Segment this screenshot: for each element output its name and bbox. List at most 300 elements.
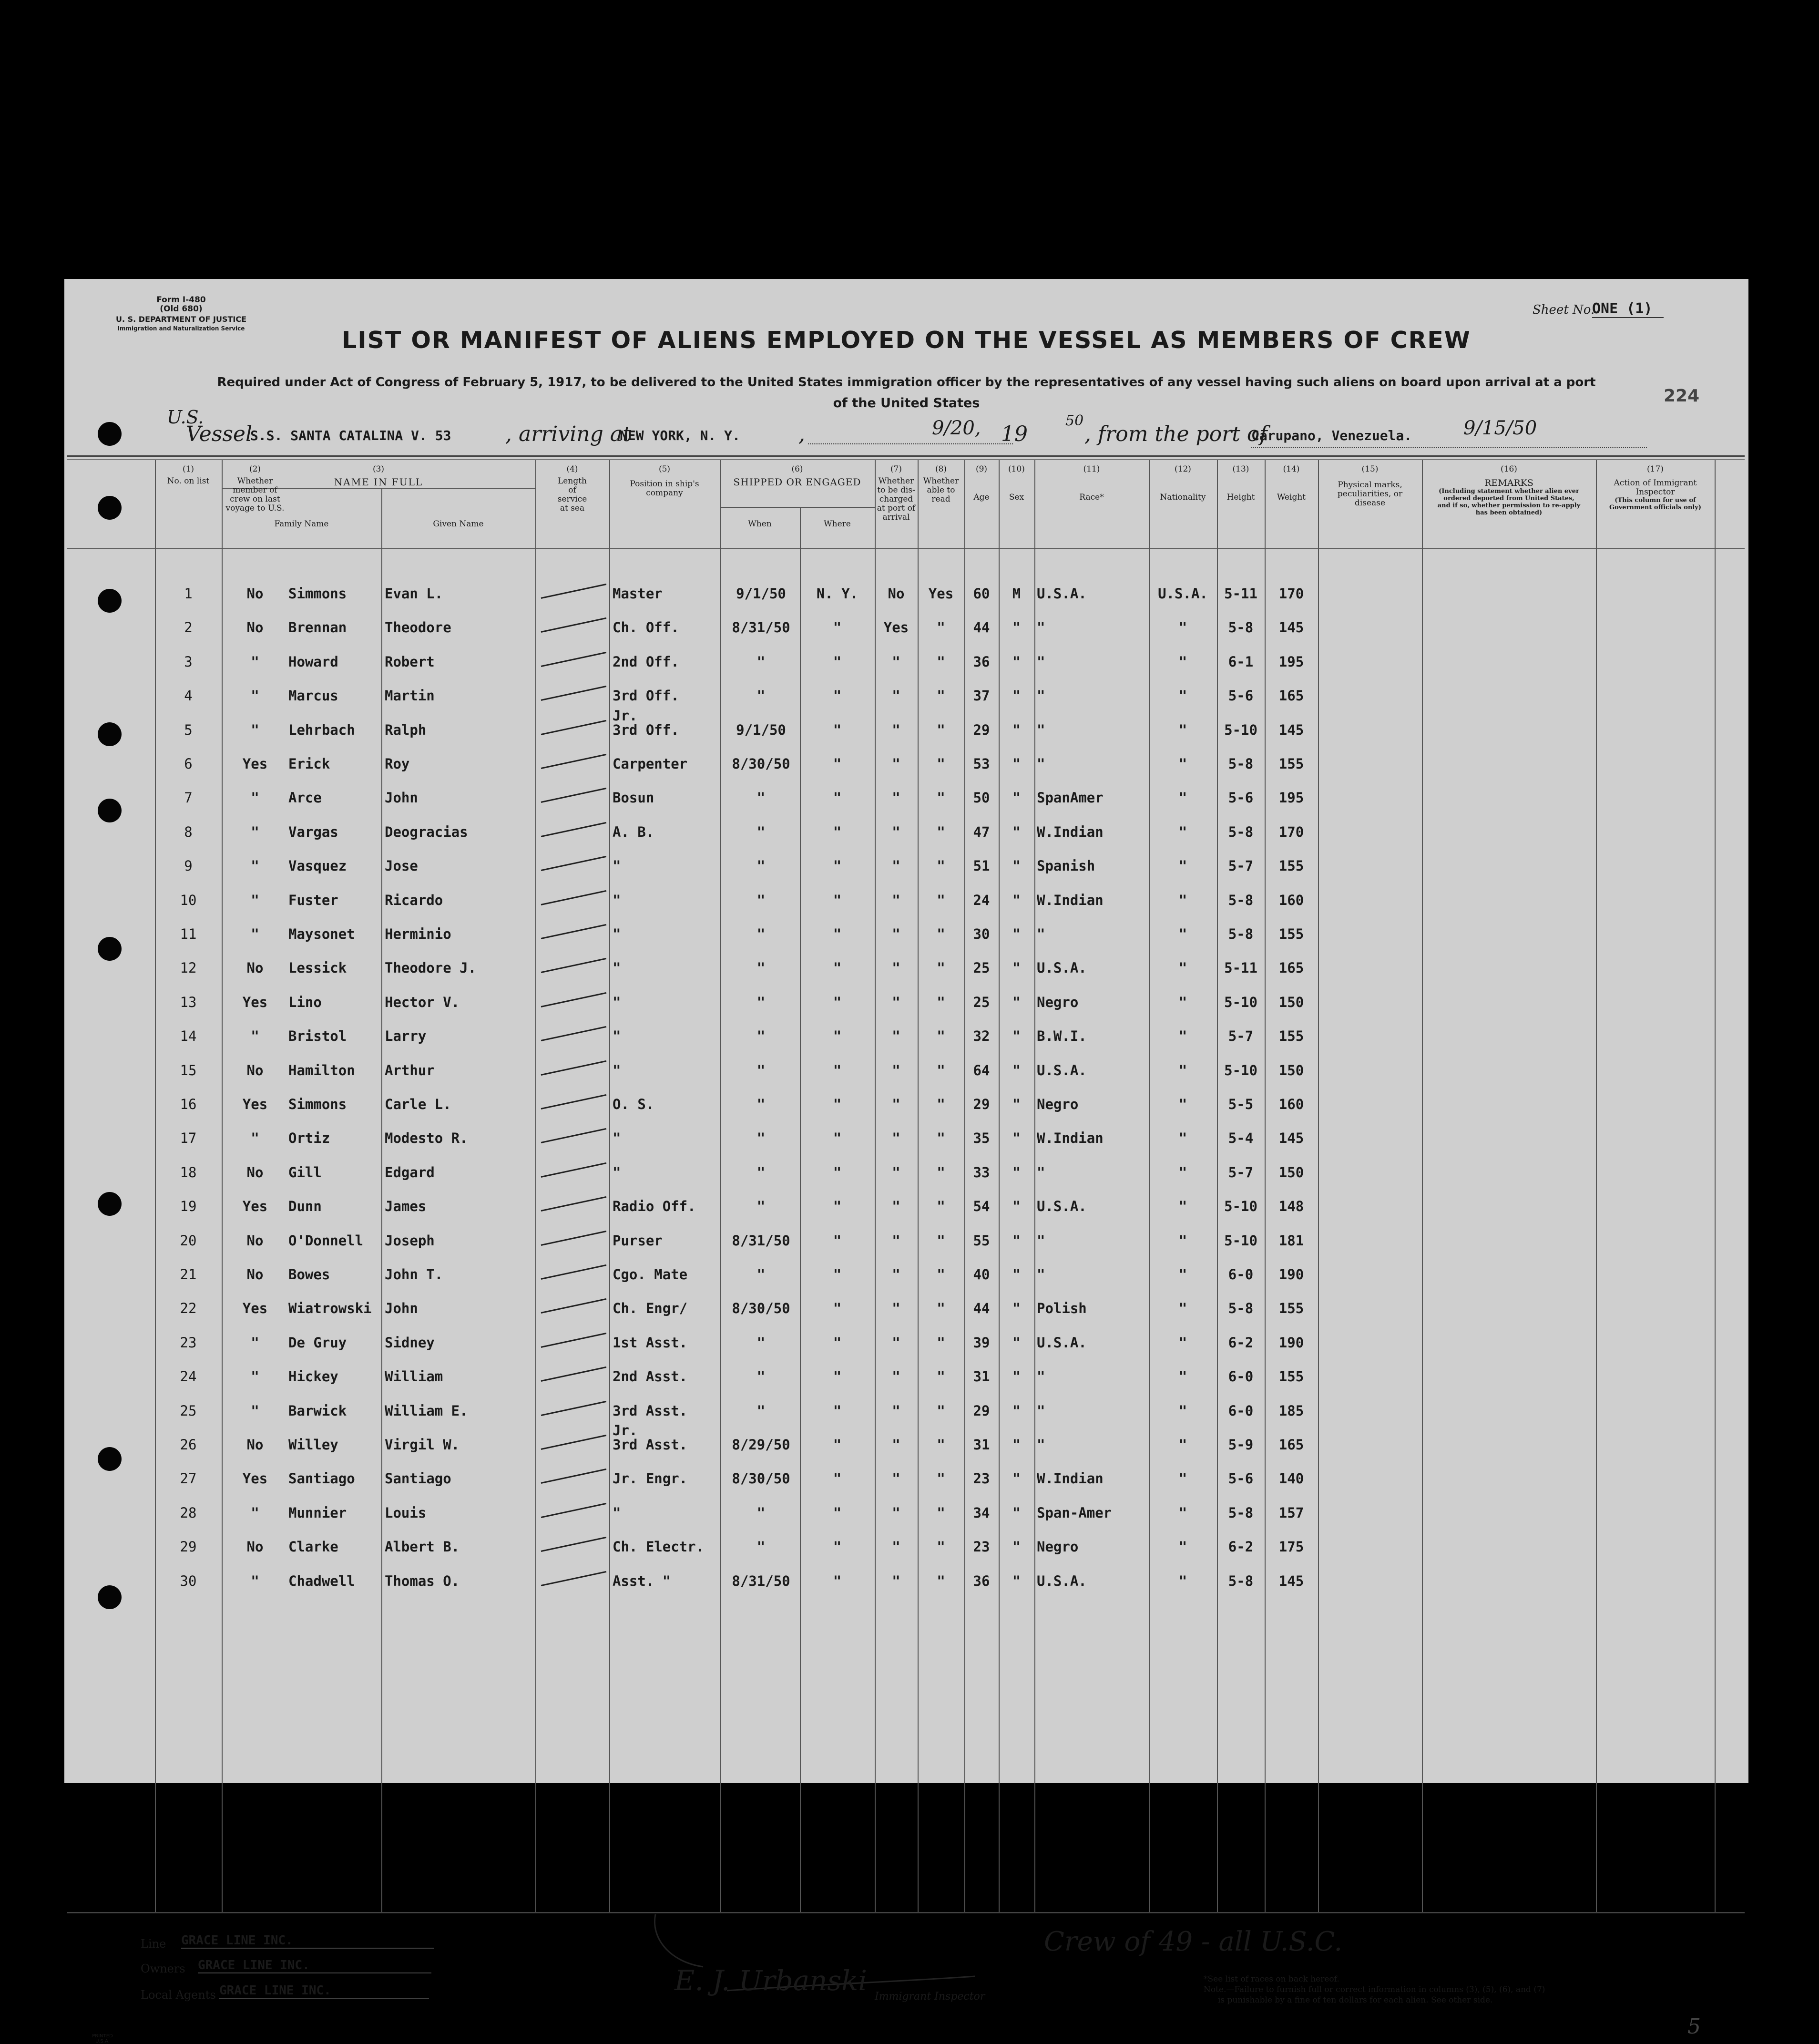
cell-weight: 195	[1278, 654, 1304, 670]
cell-height: 5-8	[1228, 1505, 1254, 1521]
col-rule	[720, 460, 721, 1912]
cell-age: 39	[973, 1335, 990, 1351]
cell-pos: 2nd Off.	[613, 654, 679, 670]
cell-no: 27	[180, 1470, 197, 1487]
service-length-tick	[541, 856, 607, 871]
cell-race: U.S.A.	[1037, 585, 1087, 602]
cell-disch: "	[892, 722, 900, 738]
service-label: Immigration and Naturalization Service	[117, 325, 245, 332]
cell-race: Span-Amer	[1037, 1505, 1112, 1521]
cell-when: 9/1/50	[736, 722, 786, 738]
cell-height: 5-8	[1228, 756, 1254, 772]
shipped-subheader-rule	[721, 507, 875, 508]
cell-given: Arthur	[385, 1062, 435, 1078]
cell-no: 22	[180, 1300, 197, 1316]
cell-where: "	[833, 1233, 842, 1249]
cell-read: "	[937, 824, 945, 840]
cell-last: "	[251, 824, 259, 840]
cell-no: 2	[184, 619, 193, 636]
cell-read: "	[937, 1096, 945, 1112]
cell-sex: "	[1012, 1470, 1021, 1487]
service-length-tick	[541, 1298, 607, 1314]
cell-sex: "	[1012, 1130, 1021, 1146]
cell-family: Munnier	[288, 1505, 347, 1521]
cell-read: "	[937, 994, 945, 1010]
service-length-tick	[541, 992, 607, 1007]
cell-nat: "	[1178, 824, 1187, 840]
cell-age: 55	[973, 1233, 990, 1249]
cell-disch: "	[892, 1505, 900, 1521]
cell-nat: "	[1178, 926, 1187, 942]
cell-weight: 195	[1278, 790, 1304, 806]
cell-given: Theodore J.	[385, 960, 477, 976]
cell-given: Evan L.	[385, 585, 443, 602]
cell-age: 44	[973, 1300, 990, 1316]
cell-when: "	[756, 1505, 766, 1521]
cell-sex: "	[1012, 1164, 1021, 1181]
cell-last: "	[251, 1028, 259, 1044]
cell-no: 14	[180, 1028, 197, 1044]
cell-pos: 3rd Asst.	[613, 1403, 688, 1419]
col-rule	[609, 460, 610, 1912]
cell-no: 7	[184, 790, 193, 806]
cell-height: 5-9	[1228, 1437, 1254, 1453]
cell-family: Bristol	[288, 1028, 347, 1044]
line-value: GRACE LINE INC.	[181, 1933, 434, 1949]
col-rule	[1422, 460, 1423, 1912]
cell-where: "	[833, 1028, 842, 1044]
cell-sex: "	[1012, 722, 1021, 738]
cell-age: 30	[973, 926, 990, 942]
punch-hole	[98, 589, 122, 613]
cell-last: Yes	[242, 1470, 268, 1487]
cell-last: "	[251, 1130, 259, 1146]
cell-when: 9/1/50	[736, 585, 786, 602]
cell-where: "	[833, 1403, 842, 1419]
cell-given: Robert	[385, 654, 435, 670]
cell-given: Larry	[385, 1028, 427, 1044]
cell-sex: "	[1012, 1028, 1021, 1044]
year-handwritten: 50	[1065, 412, 1084, 429]
cell-given: Carle L.	[385, 1096, 451, 1112]
cell-where: "	[833, 688, 842, 704]
cell-disch: "	[892, 1266, 900, 1283]
service-length-tick	[541, 652, 607, 667]
cell-read: "	[937, 1130, 945, 1146]
cell-last: Yes	[242, 1096, 268, 1112]
cell-given: Deogracias	[385, 824, 468, 840]
col-header-2: (2) Whether member of crew on last voyage to U.S.	[225, 464, 285, 513]
cell-age: 25	[973, 960, 990, 976]
cell-when: "	[756, 1130, 766, 1146]
cell-given: Roy	[385, 756, 410, 772]
cell-when: "	[756, 926, 766, 942]
cell-height: 5-6	[1228, 688, 1254, 704]
cell-sex: "	[1012, 824, 1021, 840]
col-rule	[918, 460, 919, 1912]
cell-height: 6-2	[1228, 1335, 1254, 1351]
cell-height: 5-5	[1228, 1096, 1254, 1112]
service-length-tick	[541, 890, 607, 905]
cell-where: "	[833, 1198, 842, 1214]
cell-no: 11	[180, 926, 197, 942]
cell-pos: Master	[613, 585, 663, 602]
cell-height: 5-10	[1224, 722, 1257, 738]
cell-where: "	[833, 824, 842, 840]
cell-race: Spanish	[1037, 858, 1095, 874]
cell-when: 8/29/50	[732, 1437, 790, 1453]
cell-when: "	[756, 824, 766, 840]
cell-height: 5-4	[1228, 1130, 1254, 1146]
cell-last: "	[251, 1403, 259, 1419]
cell-family: De Gruy	[288, 1335, 347, 1351]
cell-weight: 170	[1278, 585, 1304, 602]
subtitle-line-2: of the United States	[833, 396, 980, 411]
cell-nat: "	[1178, 1233, 1187, 1249]
cell-nat: "	[1178, 1266, 1187, 1283]
header-bottom-rule	[67, 548, 1745, 549]
col-header-given-name: Given Name	[433, 519, 484, 529]
cell-age: 23	[973, 1539, 990, 1555]
cell-read: "	[937, 1266, 945, 1283]
cell-disch: "	[892, 824, 900, 840]
cell-height: 5-6	[1228, 1470, 1254, 1487]
cell-pos: 3rd Off.	[613, 688, 679, 704]
cell-race: Negro	[1037, 1096, 1079, 1112]
races-note: *See list of races on back hereof.	[1204, 1974, 1339, 1984]
sheet-no-label: Sheet No.	[1533, 303, 1595, 317]
cell-last: No	[246, 960, 264, 976]
local-agents-label: Local Agents	[141, 1988, 216, 2002]
col-header-9: (9) Age	[973, 464, 990, 502]
penalty-note-1: Note.—Failure to furnish full or correct information in columns (3), (5), (6), and (7)	[1204, 1985, 1545, 1994]
cell-disch: "	[892, 1539, 900, 1555]
cell-where: "	[833, 1470, 842, 1487]
col-header-8: (8) Whether able to read	[923, 464, 959, 504]
col-rule	[999, 460, 1000, 1912]
cell-family: Santiago	[288, 1470, 355, 1487]
cell-when: "	[756, 1096, 766, 1112]
cell-where: "	[833, 1062, 842, 1078]
cell-family: Hamilton	[288, 1062, 355, 1078]
cell-pos: "	[613, 1130, 621, 1146]
cell-weight: 150	[1278, 994, 1304, 1010]
cell-race: B.W.I.	[1037, 1028, 1087, 1044]
cell-where: N. Y.	[816, 585, 858, 602]
cell-height: 6-0	[1228, 1368, 1254, 1385]
cell-last: No	[246, 619, 264, 636]
cell-sex: "	[1012, 654, 1021, 670]
cell-read: "	[937, 1573, 945, 1589]
col-header-17: (17) Action of Immigrant Inspector (This column for use of Government officials only)	[1609, 464, 1701, 511]
service-length-tick	[541, 1503, 607, 1518]
cell-disch: "	[892, 1403, 900, 1419]
cell-race: U.S.A.	[1037, 1198, 1087, 1214]
service-length-tick	[541, 686, 607, 701]
vessel-label: Vessel	[186, 422, 253, 446]
cell-position-prefix: Jr.	[613, 708, 638, 724]
cell-when: 8/30/50	[732, 756, 790, 772]
col-header-where: Where	[824, 519, 851, 529]
cell-nat: "	[1178, 1437, 1187, 1453]
cell-when: "	[756, 1335, 766, 1351]
cell-family: O'Donnell	[288, 1233, 364, 1249]
cell-no: 13	[180, 994, 197, 1010]
cell-height: 5-10	[1224, 1233, 1257, 1249]
cell-age: 29	[973, 1096, 990, 1112]
cell-family: Wiatrowski	[288, 1300, 372, 1316]
cell-read: "	[937, 892, 945, 908]
cell-race: Negro	[1037, 994, 1079, 1010]
service-length-tick	[541, 1162, 607, 1178]
subtitle	[160, 372, 1653, 414]
cell-weight: 155	[1278, 926, 1304, 942]
punch-hole	[98, 799, 122, 822]
cell-sex: "	[1012, 858, 1021, 874]
cell-where: "	[833, 1096, 842, 1112]
cell-when: "	[756, 654, 766, 670]
col-header-13: (13) Height	[1226, 464, 1255, 502]
cell-height: 5-7	[1228, 1028, 1254, 1044]
cell-disch: "	[892, 1233, 900, 1249]
cell-last: No	[246, 1539, 264, 1555]
cell-last: "	[251, 926, 259, 942]
cell-pos: Bosun	[613, 790, 654, 806]
cell-race: "	[1037, 926, 1045, 942]
cell-height: 6-1	[1228, 654, 1254, 670]
cell-family: Vasquez	[288, 858, 347, 874]
cell-last: Yes	[242, 994, 268, 1010]
cell-age: 31	[973, 1437, 990, 1453]
cell-nat: "	[1178, 1028, 1187, 1044]
cell-weight: 165	[1278, 688, 1304, 704]
cell-nat: "	[1178, 1573, 1187, 1589]
cell-where: "	[833, 926, 842, 942]
cell-weight: 155	[1278, 756, 1304, 772]
cell-race: W.Indian	[1037, 824, 1104, 840]
cell-sex: "	[1012, 1505, 1021, 1521]
cell-read: "	[937, 1233, 945, 1249]
cell-when: 8/30/50	[732, 1470, 790, 1487]
cell-race: "	[1037, 688, 1045, 704]
cell-race: "	[1037, 1403, 1045, 1419]
crew-count-handwritten: Crew of 49 - all U.S.C.	[1044, 1926, 1343, 1957]
cell-family: Lino	[288, 994, 322, 1010]
cell-read: "	[937, 1368, 945, 1385]
cell-when: "	[756, 790, 766, 806]
cell-family: Fuster	[288, 892, 338, 908]
cell-sex: "	[1012, 1233, 1021, 1249]
cell-height: 5-6	[1228, 790, 1254, 806]
cell-family: Ortiz	[288, 1130, 330, 1146]
printed-mark: PRINTED U.S.A.	[92, 2034, 113, 2044]
cell-pos: "	[613, 892, 621, 908]
cell-no: 16	[180, 1096, 197, 1112]
cell-height: 5-11	[1224, 960, 1257, 976]
cell-sex: "	[1012, 960, 1021, 976]
service-length-tick	[541, 1094, 607, 1109]
cell-family: Lessick	[288, 960, 347, 976]
cell-race: W.Indian	[1037, 1470, 1104, 1487]
cell-pos: Jr. Engr.	[613, 1470, 688, 1487]
cell-read: "	[937, 654, 945, 670]
cell-family: Barwick	[288, 1403, 347, 1419]
service-length-tick	[541, 1060, 607, 1076]
cell-read: "	[937, 1437, 945, 1453]
cell-pos: Carpenter	[613, 756, 688, 772]
cell-pos: Ch. Engr/	[613, 1300, 688, 1316]
cell-age: 36	[973, 654, 990, 670]
cell-where: "	[833, 654, 842, 670]
cell-weight: 145	[1278, 619, 1304, 636]
cell-when: "	[756, 1266, 766, 1283]
punch-hole	[98, 496, 122, 520]
cell-age: 51	[973, 858, 990, 874]
cell-race: U.S.A.	[1037, 960, 1087, 976]
service-length-tick	[541, 617, 607, 633]
cell-last: "	[251, 1368, 259, 1385]
cell-no: 26	[180, 1437, 197, 1453]
cell-last: "	[251, 790, 259, 806]
cell-pos: "	[613, 926, 621, 942]
cell-weight: 145	[1278, 1130, 1304, 1146]
cell-given: John	[385, 790, 418, 806]
cell-given: Albert B.	[385, 1539, 460, 1555]
comma-label: ,	[798, 422, 805, 446]
cell-disch: "	[892, 1335, 900, 1351]
owners-label: Owners	[141, 1962, 185, 1975]
cell-pos: "	[613, 1164, 621, 1181]
cell-sex: "	[1012, 1300, 1021, 1316]
cell-disch: "	[892, 654, 900, 670]
cell-family: Arce	[288, 790, 322, 806]
punch-hole	[98, 422, 122, 446]
cell-when: 8/31/50	[732, 1573, 790, 1589]
cell-given: Joseph	[385, 1233, 435, 1249]
cell-race: "	[1037, 1368, 1045, 1385]
line-label: Line	[141, 1937, 166, 1951]
cell-pos: Ch. Electr.	[613, 1539, 705, 1555]
cell-when: 8/30/50	[732, 1300, 790, 1316]
cell-disch: "	[892, 1300, 900, 1316]
cell-age: 64	[973, 1062, 990, 1078]
cell-age: 35	[973, 1130, 990, 1146]
cell-no: 25	[180, 1403, 197, 1419]
cell-nat: "	[1178, 892, 1187, 908]
cell-pos: "	[613, 960, 621, 976]
cell-no: 6	[184, 756, 193, 772]
cell-sex: "	[1012, 1368, 1021, 1385]
cell-nat: "	[1178, 756, 1187, 772]
service-length-tick	[541, 924, 607, 939]
cell-where: "	[833, 756, 842, 772]
table-top-rule	[67, 455, 1745, 457]
cell-given: Virgil W.	[385, 1437, 460, 1453]
cell-sex: "	[1012, 1198, 1021, 1214]
cell-read: "	[937, 1403, 945, 1419]
cell-height: 6-0	[1228, 1403, 1254, 1419]
cell-disch: "	[892, 926, 900, 942]
cell-where: "	[833, 1437, 842, 1453]
cell-given: Herminio	[385, 926, 451, 942]
cell-sex: "	[1012, 926, 1021, 942]
cell-read: "	[937, 1539, 945, 1555]
cell-race: "	[1037, 756, 1045, 772]
cell-weight: 165	[1278, 960, 1304, 976]
cell-family: Hickey	[288, 1368, 338, 1385]
cell-sex: "	[1012, 688, 1021, 704]
cell-weight: 181	[1278, 1233, 1304, 1249]
cell-pos: 3rd Asst.	[613, 1437, 688, 1453]
form-number: Form I-480	[156, 295, 206, 305]
col-header-5: (5) Position in ship's company	[630, 464, 699, 498]
cell-disch: "	[892, 1062, 900, 1078]
cell-where: "	[833, 1266, 842, 1283]
cell-age: 31	[973, 1368, 990, 1385]
cell-where: "	[833, 994, 842, 1010]
cell-where: "	[833, 790, 842, 806]
cell-race: Polish	[1037, 1300, 1087, 1316]
departure-date-handwritten: 9/15/50	[1463, 417, 1537, 439]
cell-read: "	[937, 688, 945, 704]
cell-nat: "	[1178, 722, 1187, 738]
cell-nat: "	[1178, 1300, 1187, 1316]
service-length-tick	[541, 958, 607, 973]
cell-no: 15	[180, 1062, 197, 1078]
cell-weight: 150	[1278, 1164, 1304, 1181]
cell-sex: "	[1012, 1403, 1021, 1419]
service-length-tick	[541, 1469, 607, 1484]
cell-age: 40	[973, 1266, 990, 1283]
cell-disch: "	[892, 790, 900, 806]
cell-race: "	[1037, 619, 1045, 636]
cell-nat: "	[1178, 1062, 1187, 1078]
cell-no: 18	[180, 1164, 197, 1181]
cell-no: 20	[180, 1233, 197, 1249]
cell-height: 5-8	[1228, 1573, 1254, 1589]
cell-last: No	[246, 585, 264, 602]
cell-given: John T.	[385, 1266, 443, 1283]
cell-given: Sidney	[385, 1335, 435, 1351]
cell-given: Theodore	[385, 619, 451, 636]
arriving-port: NEW YORK, N. Y.	[620, 428, 740, 443]
cell-family: Brennan	[288, 619, 347, 636]
cell-weight: 170	[1278, 824, 1304, 840]
cell-age: 50	[973, 790, 990, 806]
cell-read: "	[937, 1198, 945, 1214]
cell-read: "	[937, 1062, 945, 1078]
cell-when: "	[756, 688, 766, 704]
cell-no: 28	[180, 1505, 197, 1521]
cell-family: Marcus	[288, 688, 338, 704]
cell-read: "	[937, 926, 945, 942]
cell-nat: "	[1178, 1130, 1187, 1146]
cell-height: 5-10	[1224, 1062, 1257, 1078]
cell-when: "	[756, 1062, 766, 1078]
cell-weight: 155	[1278, 1028, 1304, 1044]
col-header-3: (3) NAME IN FULL	[334, 464, 423, 488]
service-length-tick	[541, 720, 607, 735]
cell-family: Clarke	[288, 1539, 338, 1555]
col-header-14: (14) Weight	[1277, 464, 1306, 502]
cell-where: "	[833, 1130, 842, 1146]
cell-nat: "	[1178, 1335, 1187, 1351]
cell-nat: "	[1178, 1505, 1187, 1521]
cell-weight: 160	[1278, 892, 1304, 908]
col-header-7: (7) Whether to be dis-charged at port of arrival	[877, 464, 916, 522]
punch-hole	[98, 937, 122, 961]
cell-age: 23	[973, 1470, 990, 1487]
